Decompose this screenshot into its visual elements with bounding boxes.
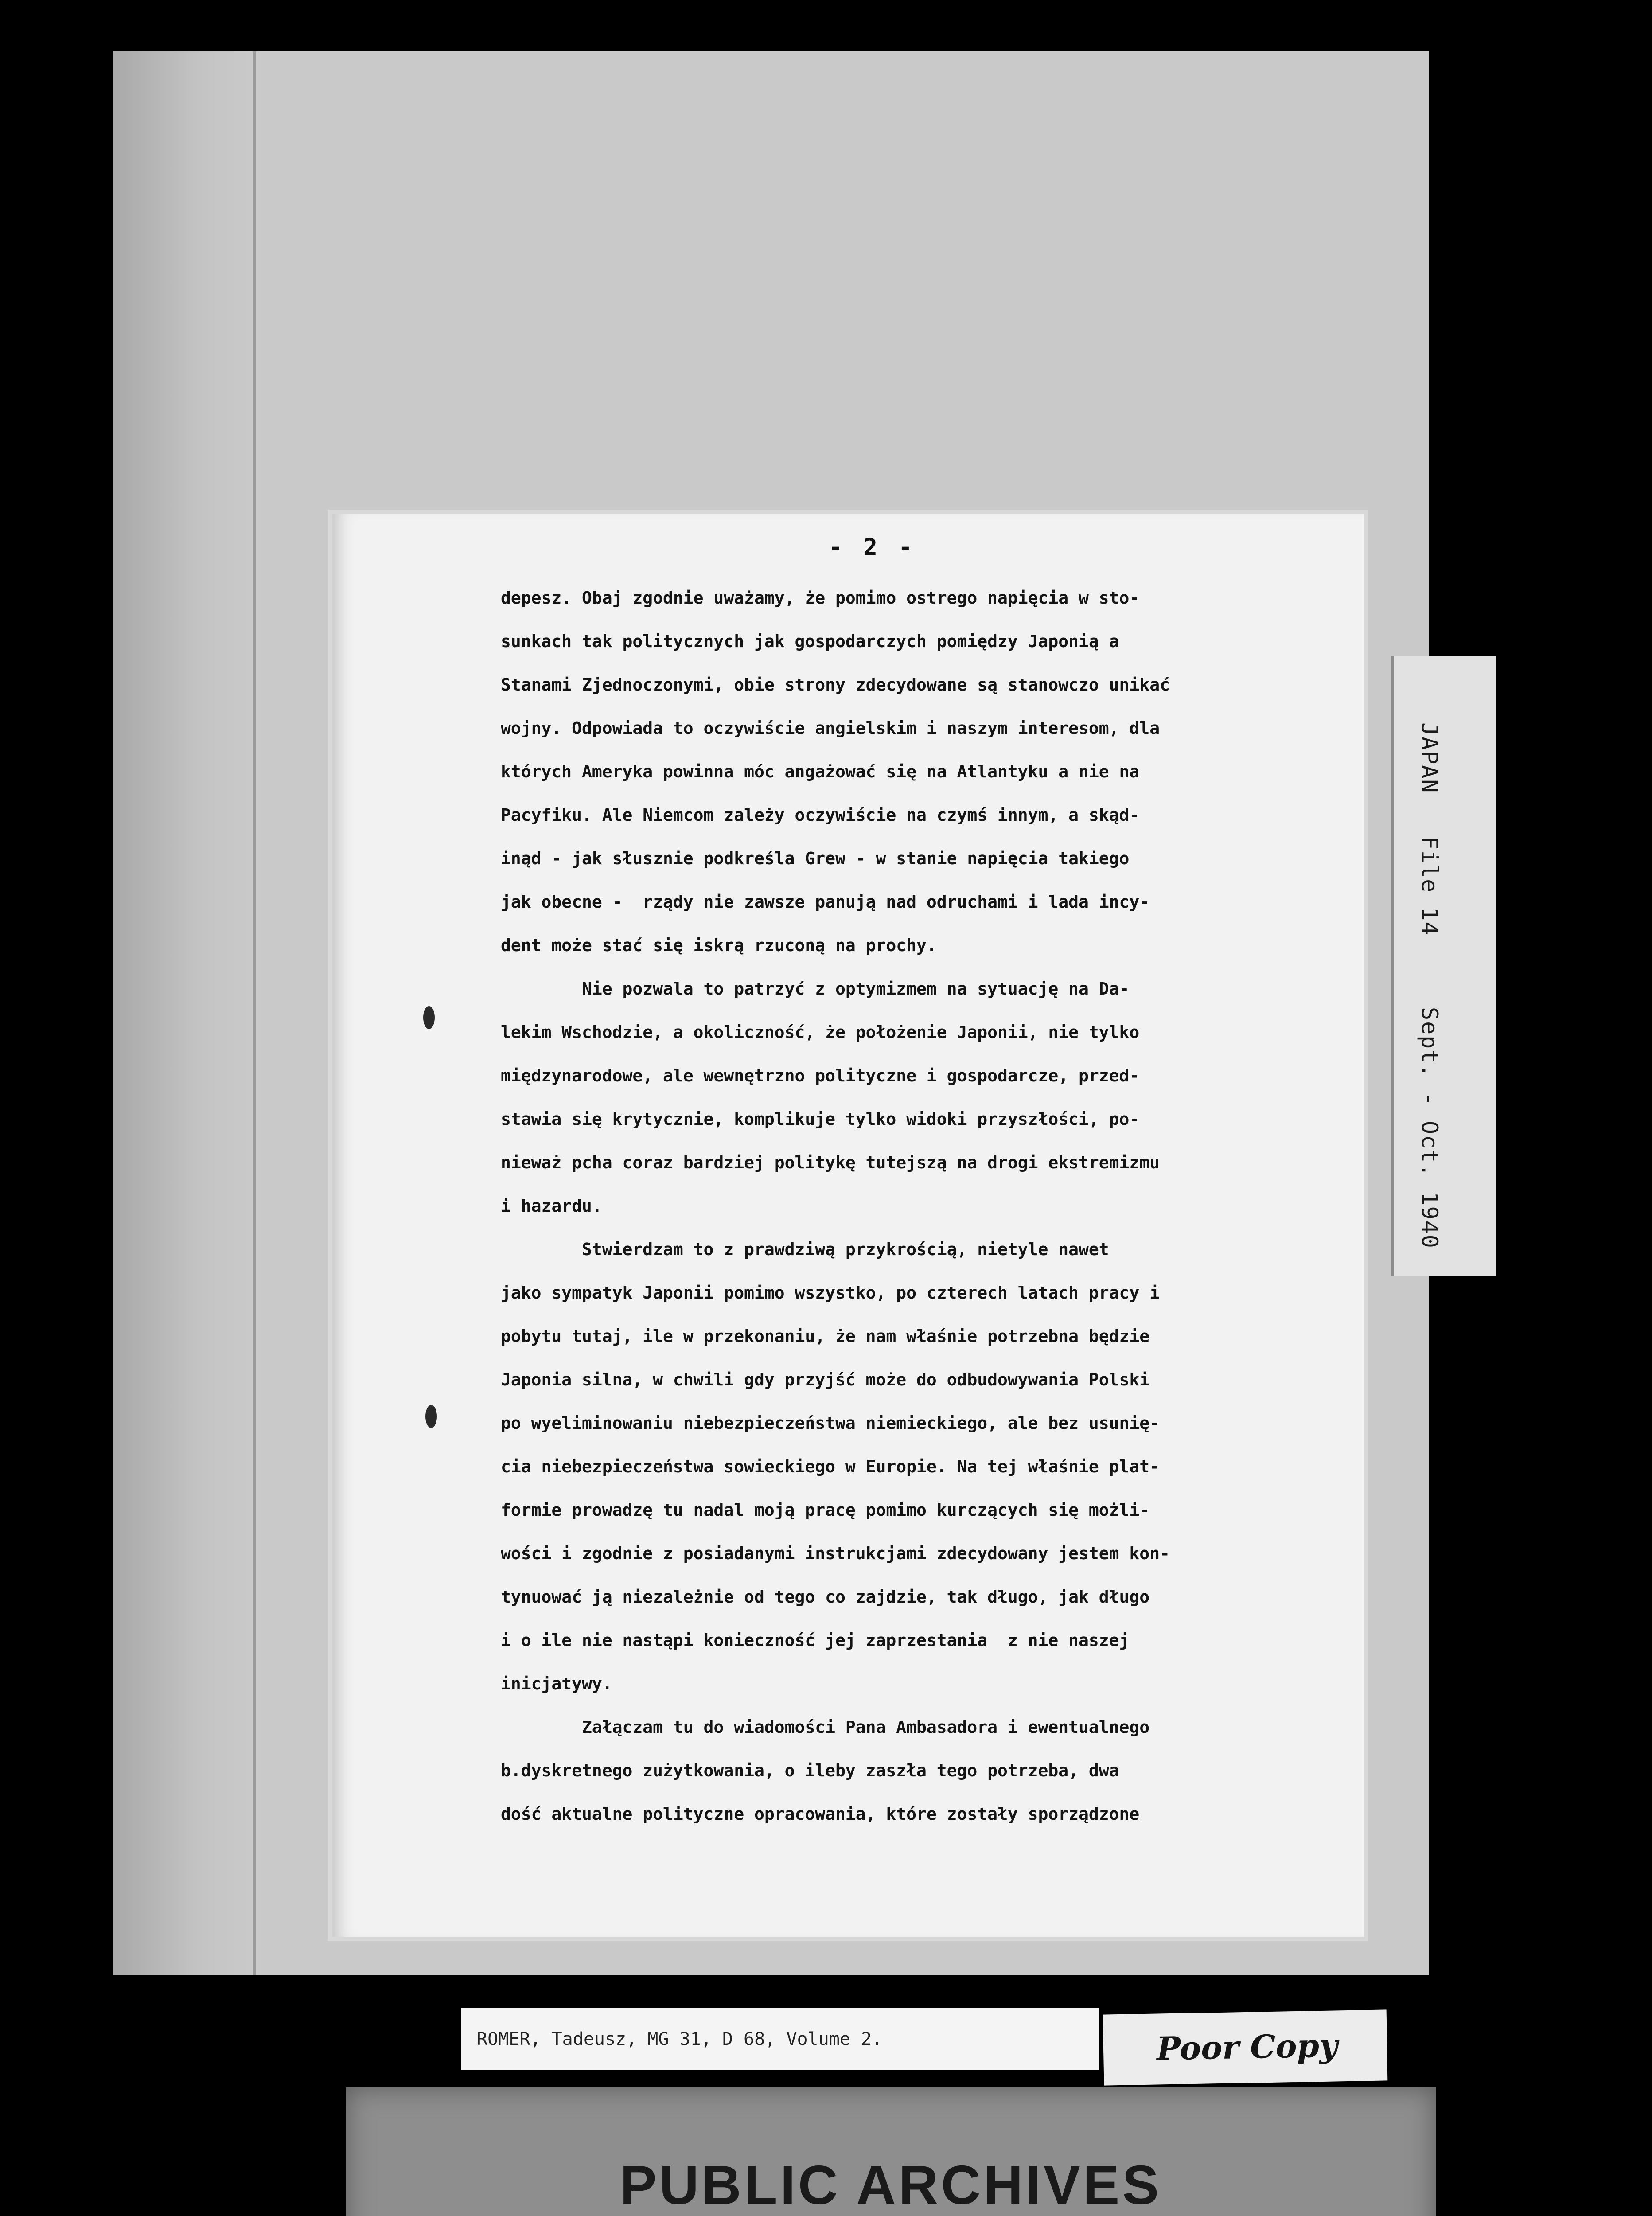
archive-stamp [346,2087,1436,2216]
letter-line: tynuować ją niezależnie od tego co zajdzie, tak długo, jak długo [501,1587,1150,1607]
handwritten-note: Poor Copy [1103,2009,1388,2085]
letter-line: Pacyfiku. Ale Niemcom zależy oczywiście na czymś innym, a skąd- [501,805,1140,825]
letter-line: Stanami Zjednoczonymi, obie strony zdecydowane są stanowczo unikać [501,675,1170,694]
folder-tab-text: JAPAN File 14 Sept. - Oct. 1940 [1417,722,1442,1249]
letter-line: formie prowadzę tu nadal moją pracę pomimo kurczących się możli- [501,1500,1150,1520]
letter-line: Załączam tu do wiadomości Pana Ambasadora i ewentualnego [501,1717,1150,1737]
letter-line: jako sympatyk Japonii pomimo wszystko, po czterech latach pracy i [501,1283,1160,1303]
folder-left-shade [113,51,260,1975]
letter-line: Japonia silna, w chwili gdy przyjść może do odbudowywania Polski [501,1370,1150,1389]
folder-fold [253,51,256,1975]
letter-line: Nie pozwala to patrzyć z optymizmem na sytuację na Da- [501,979,1130,999]
punch-hole-upper [423,1006,435,1029]
letter-line: cia niebezpieczeństwa sowieckiego w Europie. Na tej właśnie plat- [501,1457,1160,1476]
letter-line: depesz. Obaj zgodnie uważamy, że pomimo ostrego napięcia w sto- [501,588,1140,608]
letter-line: lekim Wschodzie, a okoliczność, że położenie Japonii, nie tylko [501,1022,1140,1042]
letter-line: wojny. Odpowiada to oczywiście angielskim i naszym interesom, dla [501,718,1160,738]
letter-line: których Ameryka powinna móc angażować się na Atlantyku a nie na [501,762,1140,781]
letter-body [501,576,1334,1836]
letter-line: inicjatywy. [501,1674,612,1693]
letter-line: i hazardu. [501,1196,602,1216]
stamp-line-1: PUBLIC ARCHIVES [620,2155,1162,2216]
letter-line: nieważ pcha coraz bardziej politykę tutejszą na drogi ekstremizmu [501,1153,1160,1172]
letter-line: dość aktualne polityczne opracowania, które zostały sporządzone [501,1804,1140,1824]
letter-line: Stwierdzam to z prawdziwą przykrością, nietyle nawet [501,1240,1109,1259]
letter-line: i o ile nie nastąpi konieczność jej zaprzestania z nie naszej [501,1631,1130,1650]
letter-line: wości i zgodnie z posiadanymi instrukcjami zdecydowany jestem kon- [501,1544,1170,1563]
letter-line: dent może stać się iskrą rzuconą na prochy. [501,936,937,955]
punch-hole-lower [425,1405,437,1428]
letter-line: po wyeliminowaniu niebezpieczeństwa niemieckiego, ale bez usunię- [501,1413,1160,1433]
letter-line: jak obecne - rządy nie zawsze panują nad odruchami i lada incy- [501,892,1150,912]
letter-line: inąd - jak słusznie podkreśla Grew - w stanie napięcia takiego [501,849,1130,868]
letter-line: stawia się krytycznie, komplikuje tylko widoki przyszłości, po- [501,1109,1140,1129]
letter-line: międzynarodowe, ale wewnętrzno polityczne i gospodarcze, przed- [501,1066,1140,1085]
letter-line: sunkach tak politycznych jak gospodarczych pomiędzy Japonią a [501,632,1119,651]
letter-line: b.dyskretnego zużytkowania, o ileby zaszła tego potrzeba, dwa [501,1761,1119,1780]
letter-line: pobytu tutaj, ile w przekonaniu, że nam właśnie potrzebna będzie [501,1326,1150,1346]
folder-tab [1391,656,1496,1276]
archive-caption: ROMER, Tadeusz, MG 31, D 68, Volume 2. [461,2008,1099,2070]
page-number: - 2 - [829,534,916,561]
